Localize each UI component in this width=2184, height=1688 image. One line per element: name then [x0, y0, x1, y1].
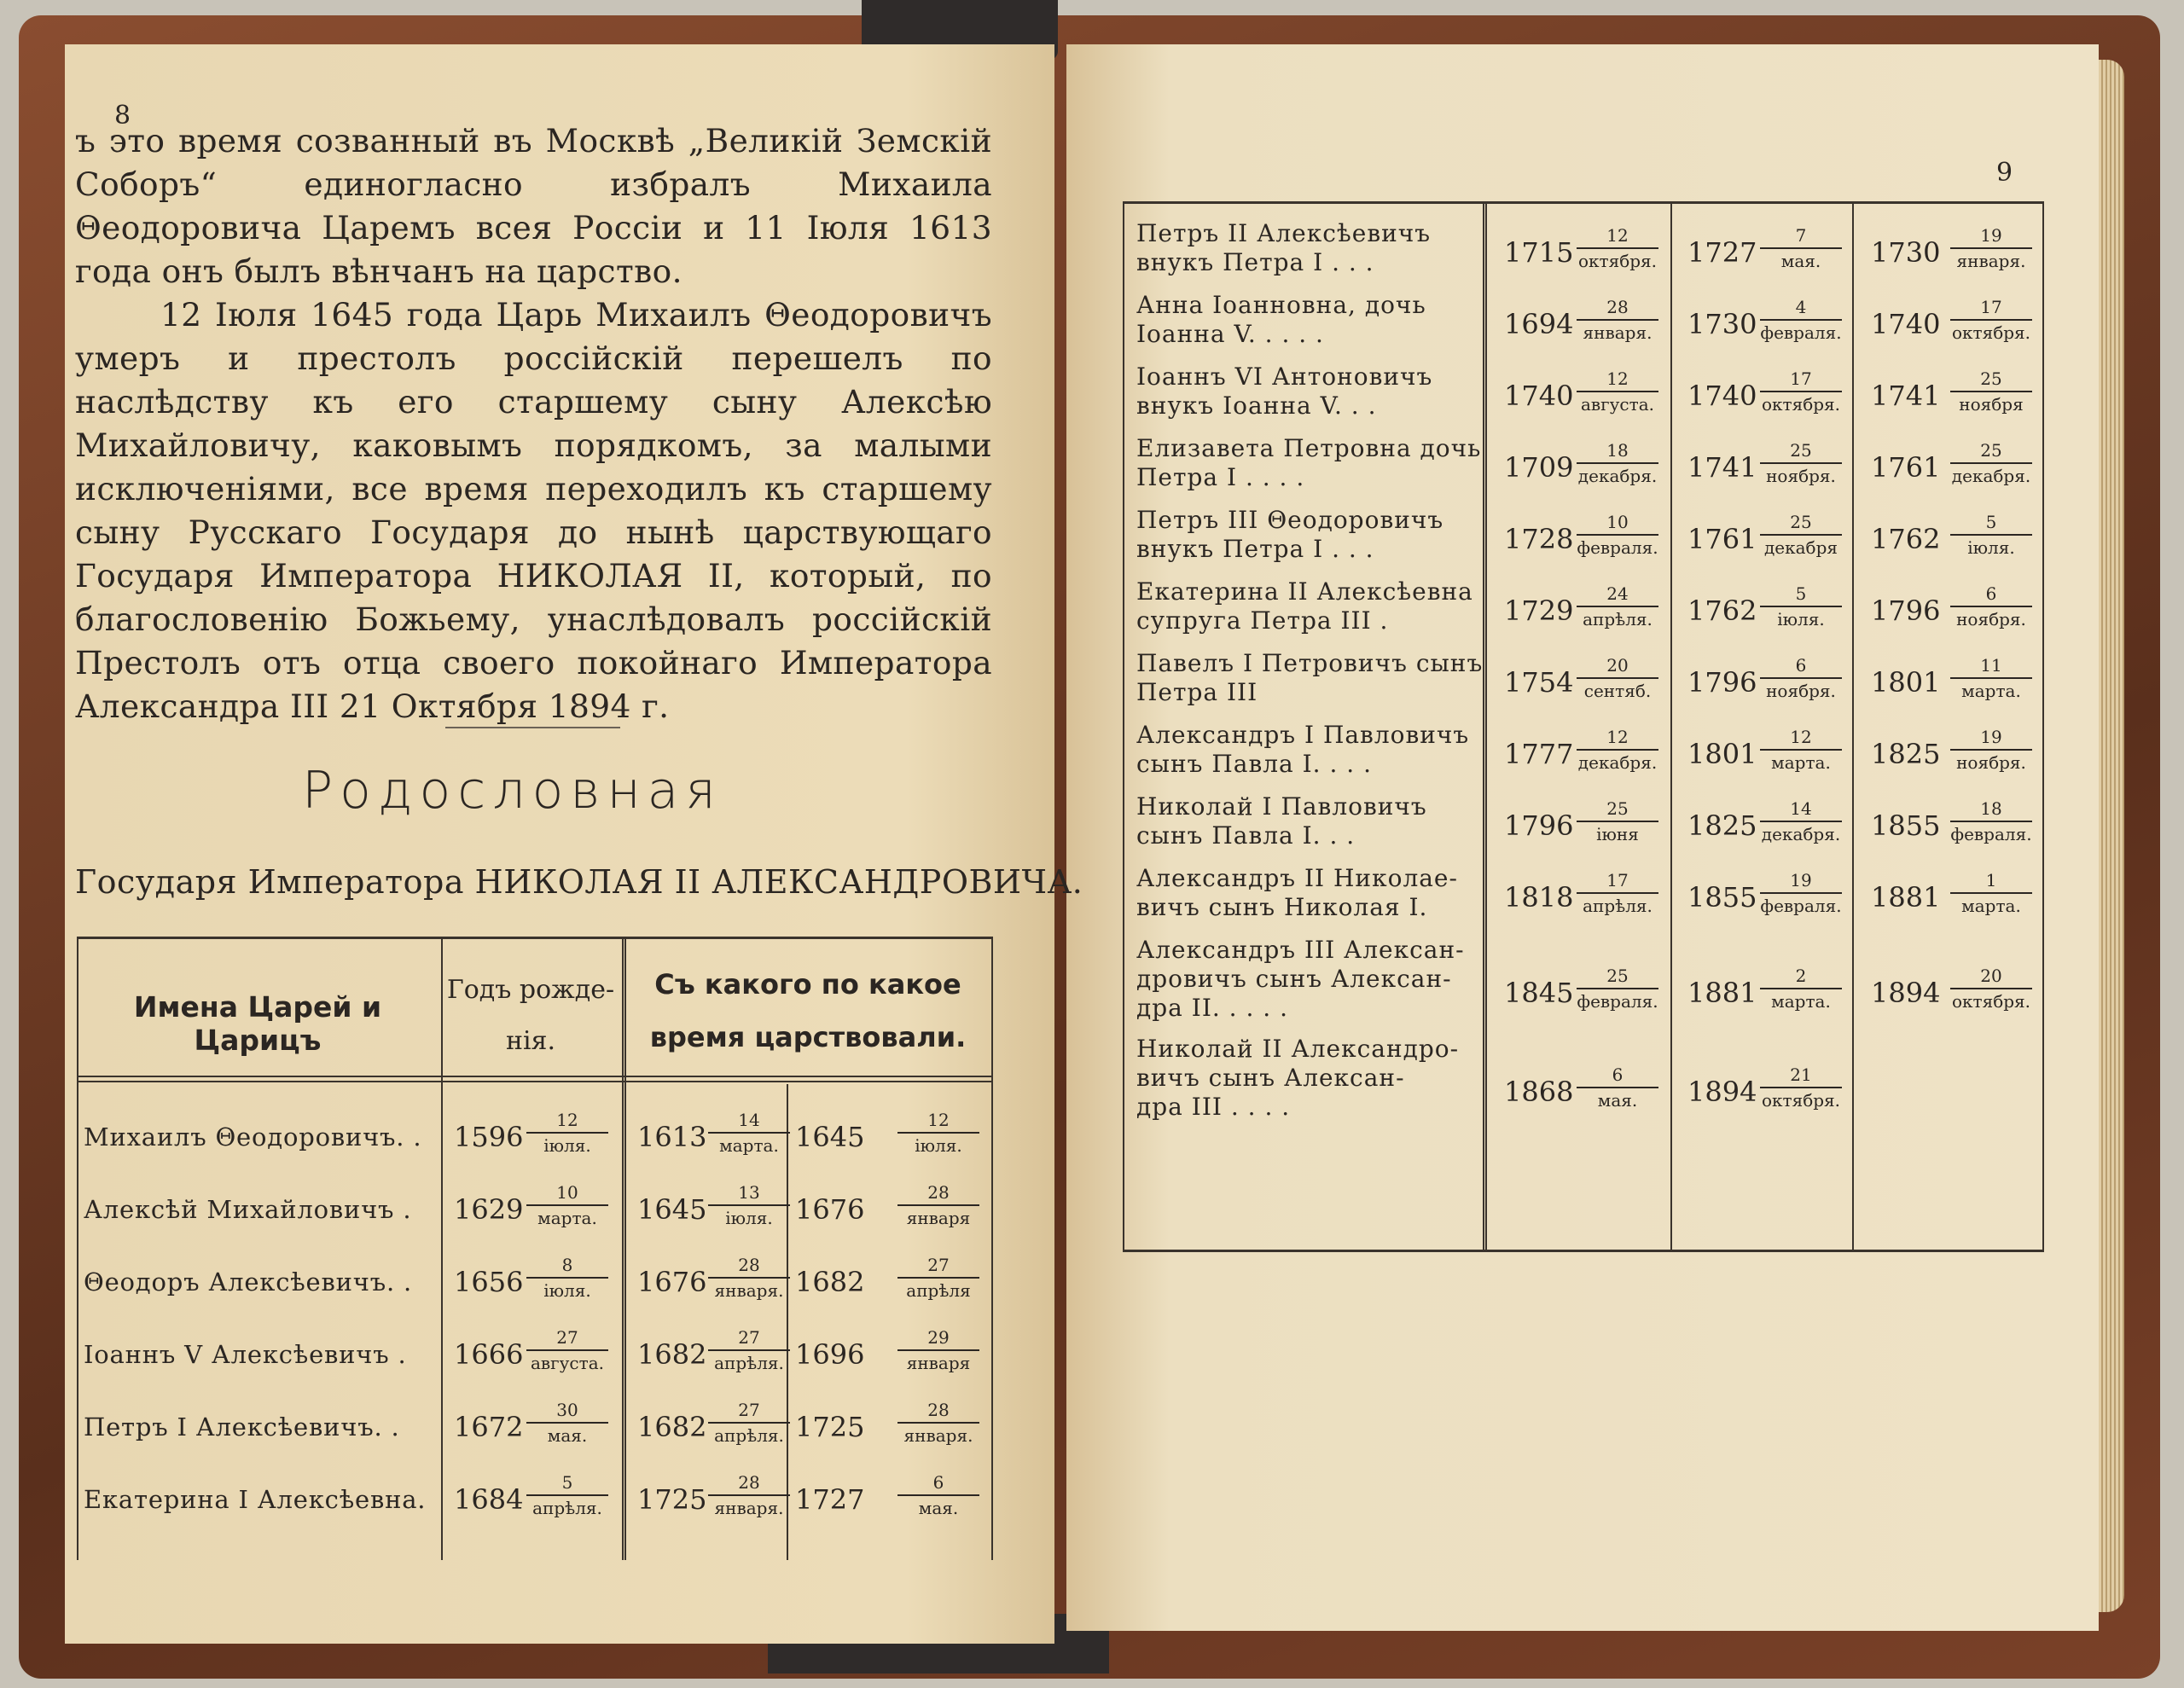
month: августа.	[1581, 394, 1654, 415]
day: 6	[1577, 1065, 1658, 1088]
reign-start-year: 1762	[1687, 595, 1757, 627]
table-row	[78, 1178, 991, 1250]
reign-end-year: 1762	[1871, 523, 1941, 555]
day: 24	[1577, 584, 1658, 607]
day: 28	[897, 1401, 979, 1424]
day: 19	[1760, 871, 1842, 894]
reign-end-year: 1796	[1871, 595, 1941, 627]
ruler-name-line: Петръ II Алексѣевичъ	[1136, 219, 1432, 247]
ruler-name	[1136, 434, 1486, 492]
reign-start-year: 1682	[637, 1338, 707, 1371]
ruler-name-line: Іоанна V. . . . .	[1136, 320, 1324, 348]
ruler-name	[1136, 864, 1486, 922]
ruler-name	[1136, 363, 1486, 421]
ruler-name: Алексѣй Михайловичъ .	[84, 1195, 412, 1224]
date-fraction	[526, 1183, 608, 1227]
day: 12	[1577, 369, 1658, 392]
ruler-name-line: внукъ Петра I . . .	[1136, 248, 1374, 276]
month: января.	[1583, 322, 1653, 343]
date-fraction	[708, 1111, 790, 1155]
header-birth: Годъ рожде-нія.	[446, 975, 615, 1056]
month: октября.	[1577, 251, 1658, 271]
reign-end-year: 1682	[795, 1266, 865, 1298]
date-fraction	[708, 1473, 790, 1517]
month: февраля.	[1950, 824, 2032, 844]
ruler-name-line: Петръ III Θеодоровичъ	[1136, 506, 1444, 534]
day: 20	[1577, 656, 1658, 679]
table-row	[1124, 429, 2042, 501]
table-row	[78, 1250, 991, 1322]
date-fraction	[1577, 298, 1658, 342]
month: февраля.	[1577, 537, 1658, 558]
reign-end-year: 1740	[1871, 308, 1941, 340]
day: 6	[1950, 584, 2032, 607]
reign-start-year: 1801	[1687, 738, 1757, 770]
day: 7	[1760, 226, 1842, 249]
reign-start-year: 1682	[637, 1411, 707, 1443]
ruler-name-line: сынъ Павла I. . . .	[1136, 750, 1372, 778]
month: августа.	[531, 1353, 604, 1373]
month: декабря.	[1951, 466, 2031, 486]
date-fraction	[1577, 966, 1658, 1011]
day: 8	[526, 1256, 608, 1279]
date-fraction	[1760, 799, 1842, 844]
reign-start-year: 1725	[637, 1483, 707, 1516]
month: мая.	[918, 1498, 959, 1518]
date-fraction	[526, 1328, 608, 1372]
month: мая.	[1597, 1090, 1638, 1111]
month: января.	[714, 1280, 784, 1301]
table-row	[1124, 357, 2042, 429]
ruler-name: Михаилъ Θеодоровичъ. .	[84, 1122, 422, 1151]
ruler-name	[1136, 721, 1486, 779]
month: февраля.	[1577, 991, 1658, 1012]
date-fraction	[1760, 584, 1842, 629]
day: 27	[897, 1256, 979, 1279]
day: 30	[526, 1401, 608, 1424]
table-row	[1124, 859, 2042, 931]
reign-end-year: 1801	[1871, 666, 1941, 699]
reign-start-year: 1761	[1687, 523, 1757, 555]
ruler-name	[1136, 649, 1486, 707]
reign-start-year: 1741	[1687, 451, 1757, 484]
reign-end-year: 1881	[1871, 881, 1941, 914]
genealogy-subheading: Государя Императора НИКОЛАЯ II АЛЕКСАНДРОВИЧА.	[75, 863, 1083, 901]
month: января	[906, 1353, 971, 1373]
date-fraction	[1760, 298, 1842, 342]
ruler-name-line: дра III . . . .	[1136, 1093, 1291, 1121]
date-fraction	[1950, 966, 2032, 1011]
date-fraction	[526, 1401, 608, 1445]
day: 25	[1760, 441, 1842, 464]
header-names: Имена Царей и Царицъ	[133, 990, 382, 1057]
birth-year: 1694	[1504, 308, 1574, 340]
date-fraction	[708, 1328, 790, 1372]
day: 29	[897, 1328, 979, 1351]
left-page-number: 8	[114, 101, 131, 131]
reign-start-year: 1727	[1687, 236, 1757, 269]
date-fraction	[1950, 369, 2032, 414]
month: января.	[903, 1425, 973, 1446]
month: февраля.	[1760, 896, 1842, 916]
ruler-name-line: сынъ Павла I. . .	[1136, 821, 1356, 850]
reign-start-year: 1855	[1687, 881, 1757, 914]
ruler-name-line: Екатерина II Алексѣевна	[1136, 577, 1473, 606]
day: 14	[1760, 799, 1842, 822]
ruler-name-line: Елизавета Петровна дочь	[1136, 434, 1482, 462]
month: декабря.	[1761, 824, 1841, 844]
date-fraction	[1577, 584, 1658, 629]
date-fraction	[1577, 226, 1658, 270]
table-row	[1124, 716, 2042, 787]
day: 25	[1577, 966, 1658, 989]
month: декабря	[1763, 537, 1838, 558]
ruler-name	[1136, 219, 1486, 277]
month: ноября.	[1956, 752, 2026, 773]
date-fraction	[708, 1401, 790, 1445]
day: 27	[526, 1328, 608, 1351]
reign-end-year: 1676	[795, 1193, 865, 1226]
date-fraction	[897, 1401, 979, 1445]
month: марта.	[537, 1208, 597, 1228]
date-fraction	[1577, 441, 1658, 485]
day: 25	[1950, 369, 2032, 392]
date-fraction	[1950, 513, 2032, 557]
ruler-name-line: Николай I Павловичъ	[1136, 792, 1427, 821]
date-fraction	[708, 1256, 790, 1300]
date-fraction	[1950, 656, 2032, 700]
reign-start-year: 1613	[637, 1121, 707, 1153]
month: мая.	[547, 1425, 588, 1446]
month: сентяб.	[1583, 681, 1652, 701]
birth-year: 1656	[454, 1266, 524, 1298]
ruler-name-line: внукъ Іоанна V. . .	[1136, 392, 1377, 420]
month: іюня	[1596, 824, 1639, 844]
day: 12	[1577, 226, 1658, 249]
date-fraction	[1760, 226, 1842, 270]
date-fraction	[1760, 441, 1842, 485]
table-row	[78, 1323, 991, 1395]
day: 27	[708, 1328, 790, 1351]
birth-year: 1868	[1504, 1076, 1574, 1108]
table-row	[1124, 931, 2042, 1030]
header-separator	[78, 1076, 991, 1082]
day: 28	[1577, 298, 1658, 321]
day: 5	[1950, 513, 2032, 536]
day: 5	[1760, 584, 1842, 607]
day: 4	[1760, 298, 1842, 321]
day: 14	[708, 1111, 790, 1134]
ruler-name-line: Петра I . . . .	[1136, 463, 1305, 491]
birth-year: 1728	[1504, 523, 1574, 555]
date-fraction	[1577, 1065, 1658, 1110]
birth-year: 1740	[1504, 380, 1574, 412]
reign-end-year: 1855	[1871, 809, 1941, 842]
ruler-name: Іоаннъ V Алексѣевичъ .	[84, 1340, 407, 1369]
month: ноября.	[1766, 466, 1836, 486]
date-fraction	[526, 1473, 608, 1517]
day: 27	[708, 1401, 790, 1424]
month: іюля.	[915, 1135, 962, 1156]
day: 21	[1760, 1065, 1842, 1088]
ruler-name-line: дровичъ сынъ Алексан-	[1136, 965, 1452, 993]
reign-end-year: 1761	[1871, 451, 1941, 484]
reign-end-year: 1727	[795, 1483, 865, 1516]
month: апрѣля.	[714, 1353, 784, 1373]
intro-text	[75, 119, 992, 728]
month: октября.	[1761, 394, 1841, 415]
month: апрѣля.	[532, 1498, 602, 1518]
date-fraction	[1950, 584, 2032, 629]
birth-year: 1729	[1504, 595, 1574, 627]
ruler-name	[1136, 936, 1486, 1023]
month: января.	[1956, 251, 2026, 271]
header-reign: Съ какого по какое время царствовали.	[649, 968, 967, 1053]
reign-end-year: 1730	[1871, 236, 1941, 269]
ruler-name-line: вичъ сынъ Алексан-	[1136, 1064, 1405, 1092]
month: декабря.	[1577, 466, 1658, 486]
day: 20	[1950, 966, 2032, 989]
date-fraction	[1950, 298, 2032, 342]
birth-year: 1666	[454, 1338, 524, 1371]
ruler-name-line: Петра III	[1136, 678, 1258, 706]
day: 17	[1950, 298, 2032, 321]
table-row	[78, 1468, 991, 1540]
table-row	[1124, 286, 2042, 357]
date-fraction	[897, 1183, 979, 1227]
day: 19	[1950, 728, 2032, 751]
reign-end-year: 1725	[795, 1411, 865, 1443]
birth-year: 1684	[454, 1483, 524, 1516]
ruler-name	[1136, 506, 1486, 564]
ruler-name: Петръ I Алексѣевичъ. .	[84, 1412, 400, 1441]
reign-start-year: 1645	[637, 1193, 707, 1226]
reign-start-year: 1676	[637, 1266, 707, 1298]
day: 28	[708, 1256, 790, 1279]
table-row	[1124, 501, 2042, 572]
month: марта.	[719, 1135, 779, 1156]
date-fraction	[1950, 728, 2032, 772]
genealogy-table-right	[1123, 201, 2044, 1252]
date-fraction	[897, 1473, 979, 1517]
ruler-name: Θеодоръ Алексѣевичъ. .	[84, 1267, 413, 1296]
day: 28	[708, 1473, 790, 1496]
month: января.	[714, 1498, 784, 1518]
day: 17	[1760, 369, 1842, 392]
birth-year: 1596	[454, 1121, 524, 1153]
date-fraction	[1950, 799, 2032, 844]
day: 12	[526, 1111, 608, 1134]
table-row	[1124, 572, 2042, 644]
genealogy-table-left	[77, 937, 993, 1560]
reign-end-year: 1645	[795, 1121, 865, 1153]
reign-start-year: 1881	[1687, 977, 1757, 1009]
month: марта.	[1771, 991, 1831, 1012]
ruler-name-line: Александръ I Павловичъ	[1136, 721, 1470, 749]
reign-end-year: 1696	[795, 1338, 865, 1371]
day: 12	[1760, 728, 1842, 751]
ruler-name-line: дра II. . . . .	[1136, 994, 1288, 1022]
date-fraction	[1577, 871, 1658, 915]
date-fraction	[1950, 871, 2032, 915]
month: мая.	[1780, 251, 1821, 271]
reign-start-year: 1730	[1687, 308, 1757, 340]
ruler-name-line: Павелъ I Петровичъ сынъ	[1136, 649, 1484, 677]
month: іюля.	[543, 1135, 591, 1156]
day: 18	[1577, 441, 1658, 464]
month: іюля.	[543, 1280, 591, 1301]
day: 19	[1950, 226, 2032, 249]
table-row	[1124, 644, 2042, 716]
month: іюля.	[725, 1208, 773, 1228]
date-fraction	[897, 1111, 979, 1155]
table-row	[1124, 787, 2042, 859]
date-fraction	[1577, 799, 1658, 844]
date-fraction	[1760, 1065, 1842, 1110]
birth-year: 1672	[454, 1411, 524, 1443]
date-fraction	[1760, 871, 1842, 915]
table-row	[1124, 1030, 2042, 1128]
ruler-name: Екатерина I Алексѣевна.	[84, 1485, 427, 1514]
reign-start-year: 1825	[1687, 809, 1757, 842]
divider	[445, 727, 620, 728]
date-fraction	[1760, 728, 1842, 772]
birth-year: 1754	[1504, 666, 1574, 699]
reign-start-year: 1796	[1687, 666, 1757, 699]
month: ноября	[1959, 394, 2024, 415]
day: 10	[526, 1183, 608, 1206]
day: 18	[1950, 799, 2032, 822]
month: апрѣля.	[1583, 896, 1653, 916]
date-fraction	[897, 1256, 979, 1300]
ruler-name-line: Николай II Александро-	[1136, 1035, 1460, 1063]
month: марта.	[1961, 681, 2021, 701]
date-fraction	[1577, 513, 1658, 557]
table-row	[1124, 214, 2042, 286]
month: ноября.	[1956, 609, 2026, 629]
ruler-name-line: вичъ сынъ Николая I.	[1136, 893, 1428, 921]
day: 17	[1577, 871, 1658, 894]
day: 10	[1577, 513, 1658, 536]
day: 6	[897, 1473, 979, 1496]
month: марта.	[1771, 752, 1831, 773]
date-fraction	[708, 1183, 790, 1227]
date-fraction	[1950, 226, 2032, 270]
date-fraction	[1950, 441, 2032, 485]
ruler-name-line: Іоаннъ VI Антоновичъ	[1136, 363, 1433, 391]
month: декабря.	[1577, 752, 1658, 773]
reign-end-year: 1894	[1871, 977, 1941, 1009]
month: февраля.	[1760, 322, 1842, 343]
day: 11	[1950, 656, 2032, 679]
date-fraction	[526, 1256, 608, 1300]
day: 2	[1760, 966, 1842, 989]
birth-year: 1845	[1504, 977, 1574, 1009]
month: іюля.	[1967, 537, 2015, 558]
day: 6	[1760, 656, 1842, 679]
day: 12	[897, 1111, 979, 1134]
reign-start-year: 1894	[1687, 1076, 1757, 1108]
day: 28	[897, 1183, 979, 1206]
table-row	[78, 1395, 991, 1467]
birth-year: 1818	[1504, 881, 1574, 914]
date-fraction	[1760, 656, 1842, 700]
month: апрѣля	[906, 1280, 971, 1301]
month: октября.	[1951, 991, 2031, 1012]
month: октября.	[1761, 1090, 1841, 1111]
date-fraction	[526, 1111, 608, 1155]
month: апрѣля.	[1583, 609, 1653, 629]
month: іюля.	[1777, 609, 1825, 629]
birth-year: 1777	[1504, 738, 1574, 770]
date-fraction	[1577, 728, 1658, 772]
month: ноября.	[1766, 681, 1836, 701]
ruler-name	[1136, 577, 1486, 635]
ruler-name-line: внукъ Петра I . . .	[1136, 535, 1374, 563]
ruler-name-line: Анна Іоанновна, дочь	[1136, 291, 1426, 319]
day: 25	[1950, 441, 2032, 464]
date-fraction	[1760, 369, 1842, 414]
ruler-name-line: супруга Петра III .	[1136, 606, 1389, 635]
day: 13	[708, 1183, 790, 1206]
birth-year: 1715	[1504, 236, 1574, 269]
month: апрѣля.	[714, 1425, 784, 1446]
ruler-name	[1136, 291, 1486, 349]
birth-year: 1629	[454, 1193, 524, 1226]
paragraph-1: ъ это время созванный въ Москвѣ „Великій Земскій Соборъ“ единогласно избралъ Михаила Θеодоровича Царемъ всея Россіи и 11 Іюля 1613 года онъ былъ вѣнчанъ на царство.	[75, 122, 992, 290]
ruler-name-line: Александръ II Николае-	[1136, 864, 1458, 892]
ruler-name	[1136, 792, 1486, 850]
day: 12	[1577, 728, 1658, 751]
genealogy-heading: Родословная	[302, 761, 723, 821]
date-fraction	[897, 1328, 979, 1372]
date-fraction	[1760, 966, 1842, 1011]
day: 5	[526, 1473, 608, 1496]
ruler-name	[1136, 1035, 1486, 1122]
table-row	[78, 1105, 991, 1177]
day: 25	[1760, 513, 1842, 536]
birth-year: 1796	[1504, 809, 1574, 842]
date-fraction	[1577, 369, 1658, 414]
right-page-number: 9	[1996, 158, 2013, 188]
birth-year: 1709	[1504, 451, 1574, 484]
month: октября.	[1951, 322, 2031, 343]
month: марта.	[1961, 896, 2021, 916]
ruler-name-line: Александръ III Алексан-	[1136, 936, 1465, 964]
day: 1	[1950, 871, 2032, 894]
reign-end-year: 1741	[1871, 380, 1941, 412]
reign-start-year: 1740	[1687, 380, 1757, 412]
paragraph-2: 12 Іюля 1645 года Царь Михаилъ Θеодоровичъ умеръ и престолъ россійскій перешелъ по наслѣдству къ его старшему сыну Алексѣю Михайловичу, каковымъ порядкомъ, за малыми исключеніями, все время переходилъ къ старшему сыну Русскаго Государя до нынѣ царствующаго Государя Императора НИКОЛАЯ II, который, по благословенію Божьему, унаслѣдовалъ россійскій Престолъ отъ отца своего покойнаго Императора Александра III 21 Октября 1894 г.	[75, 296, 992, 725]
date-fraction	[1760, 513, 1842, 557]
month: января	[906, 1208, 971, 1228]
day: 25	[1577, 799, 1658, 822]
reign-end-year: 1825	[1871, 738, 1941, 770]
date-fraction	[1577, 656, 1658, 700]
